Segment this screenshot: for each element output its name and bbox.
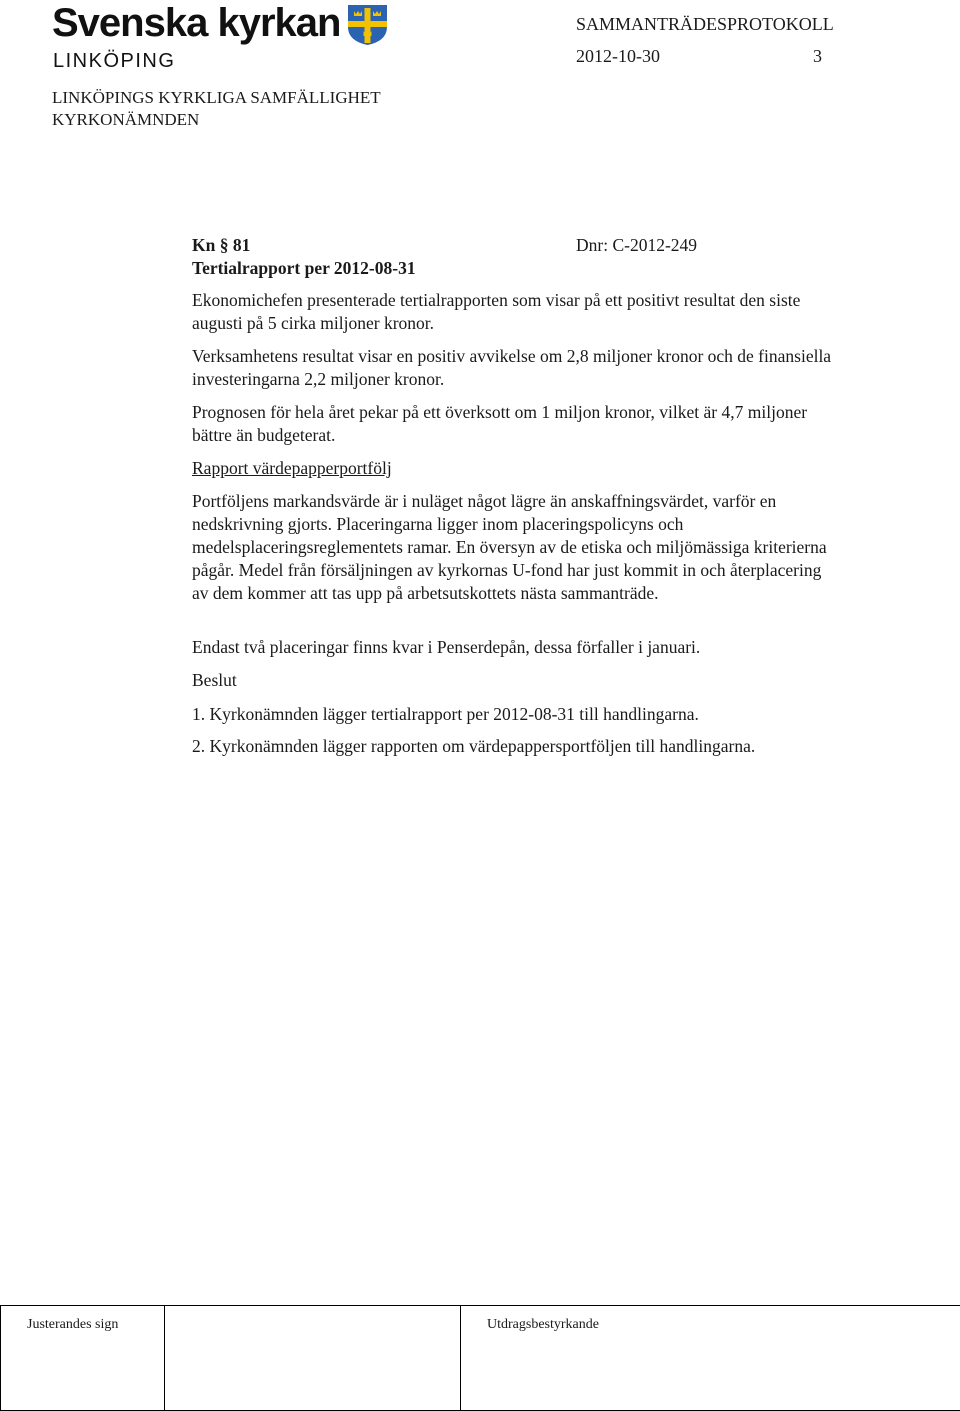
initials-cell: Justerandes sign — [1, 1306, 165, 1411]
decision-item-1: 1. Kyrkonämnden lägger tertialrapport per 2012-08-31 till handlingarna. — [192, 704, 699, 724]
decision-heading: Beslut — [192, 670, 237, 690]
paragraph-4: Portföljens markandsvärde är i nuläget något lägre än anskaffningsvärdet, varför en nedskrivning gjorts. Placeringarna ligger inom placeringspolicyns och medelsplaceringsreglementets ramar. En översyn av de etiska och miljömässiga kriterierna pågår. Medel från försäljningen av kyrkornas U-fond har just kommit in och återplacering av dem kommer att tas upp på arbetsutskottets nästa sammanträde. — [192, 491, 827, 603]
section-subheading: Rapport värdepapperportfölj — [192, 458, 392, 478]
church-crest-icon — [346, 3, 389, 46]
document-date: 2012-10-30 — [576, 46, 660, 66]
paragraph-2: Verksamhetens resultat visar en positiv avvikelse om 2,8 miljoner kronor och de finansiella investeringarna 2,2 miljoner kronor. — [192, 346, 832, 389]
initials-box — [165, 1306, 461, 1411]
paragraph-5: Endast två placeringar finns kvar i Penserdepån, dessa förfaller i januari. — [192, 637, 701, 657]
paragraph-1: Ekonomichefen presenterade tertialrapporten som visar på ett positivt resultat den siste augusti på 5 cirka miljoner kronor. — [192, 290, 801, 333]
logo-name: Svenska kyrkan — [52, 1, 341, 45]
logo-location: LINKÖPING — [53, 50, 176, 72]
item-number: Kn § 81 — [192, 235, 251, 255]
certification-cell: Utdragsbestyrkande — [461, 1306, 960, 1411]
organization-name: LINKÖPINGS KYRKLIGA SAMFÄLLIGHET — [52, 88, 381, 107]
decision-item-2: 2. Kyrkonämnden lägger rapporten om värdepappersportföljen till handlingarna. — [192, 736, 756, 756]
page-number: 3 — [813, 46, 822, 66]
diary-number: Dnr: C-2012-249 — [576, 235, 698, 255]
item-title: Tertialrapport per 2012-08-31 — [192, 258, 416, 278]
committee-name: KYRKONÄMNDEN — [52, 110, 200, 129]
signature-table — [0, 1305, 960, 1411]
paragraph-3: Prognosen för hela året pekar på ett överksott om 1 miljon kronor, vilket är 4,7 miljoner bättre än budgeterat. — [192, 402, 808, 445]
document-type: SAMMANTRÄDESPROTOKOLL — [576, 14, 834, 34]
